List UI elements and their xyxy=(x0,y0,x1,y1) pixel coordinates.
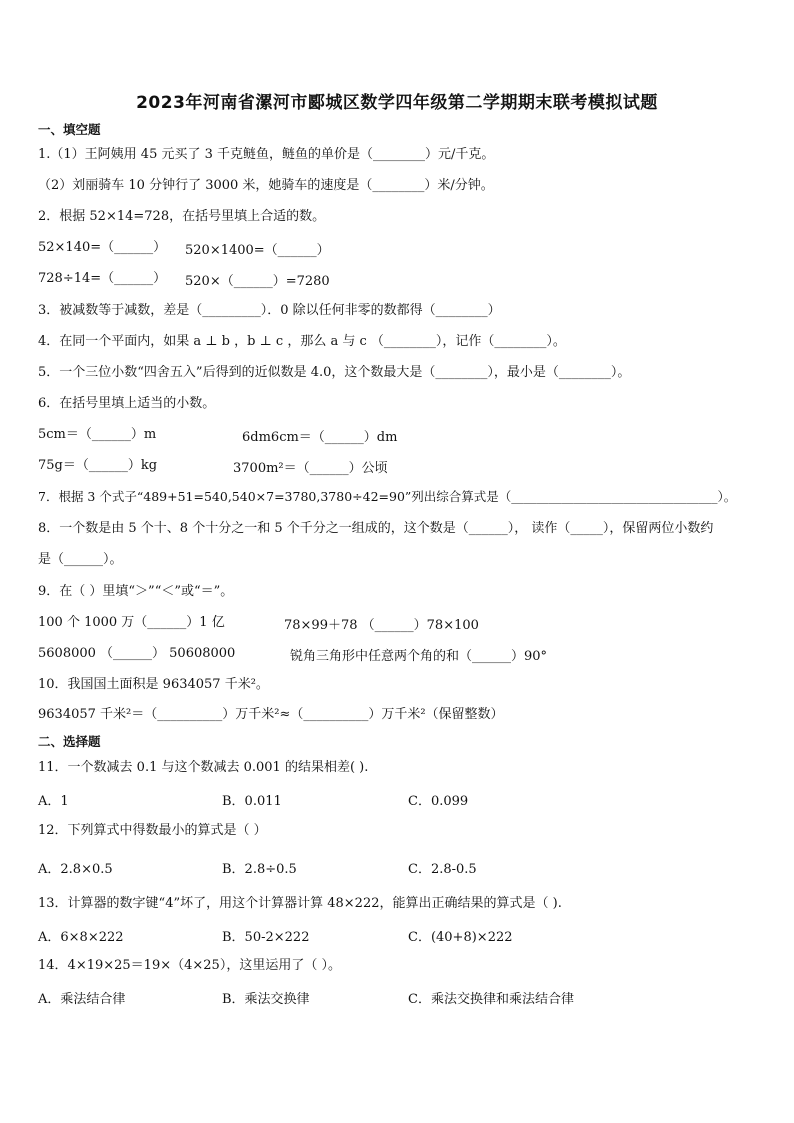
question-11-option-a: A．1 xyxy=(38,794,69,809)
section-multiple-choice: 二、选择题 xyxy=(38,734,101,749)
question-8a: 8．一个数是由 5 个十、8 个十分之一和 5 个千分之一组成的，这个数是（______）， 读作（_____），保留两位小数约 xyxy=(38,521,714,536)
question-12-option-c: C．2.8-0.5 xyxy=(408,862,477,877)
question-8b: 是（______）。 xyxy=(38,552,123,567)
question-9-item-4: 锐角三角形中任意两个角的和（______）90° xyxy=(290,649,548,664)
question-12-option-b: B．2.8÷0.5 xyxy=(222,862,297,877)
question-13: 13．计算器的数字键“4”坏了，用这个计算器计算 48×222，能算出正确结果的算式是（ ). xyxy=(38,896,562,911)
page-title: 2023年河南省漯河市郾城区数学四年级第二学期期末联考模拟试题 xyxy=(136,93,658,113)
question-9-item-1: 100 个 1000 万（______）1 亿 xyxy=(38,615,225,630)
question-7: 7．根据 3 个式子“489+51=540,540×7=3780,3780÷42=90”列出综合算式是（_________________________________）。 xyxy=(38,489,737,504)
question-13-option-c: C．(40+8)×222 xyxy=(408,930,513,945)
question-14-option-a: A．乘法结合律 xyxy=(38,992,126,1007)
question-6-item-4: 3700m²＝（______）公顷 xyxy=(233,461,388,476)
question-9-item-3: 5608000 （______） 50608000 xyxy=(38,646,236,661)
question-9: 9．在（ ）里填“＞”“＜”或“＝”。 xyxy=(38,584,234,599)
question-11-option-c: C．0.099 xyxy=(408,794,469,809)
question-1b: （2）刘丽骑车 10 分钟行了 3000 米，她骑车的速度是（________）米/分钟。 xyxy=(38,178,494,193)
question-6: 6．在括号里填上适当的小数。 xyxy=(38,396,216,411)
question-2-item-1: 52×140=（______） xyxy=(38,240,167,255)
question-2-item-2: 520×1400=（______） xyxy=(185,243,330,258)
question-6-item-3: 75g＝（______）kg xyxy=(38,458,158,473)
question-14: 14．4×19×25＝19×（4×25），这里运用了（ ）。 xyxy=(38,958,341,973)
question-1a: 1.（1）王阿姨用 45 元买了 3 千克鲢鱼，鲢鱼的单价是（________）元/千克。 xyxy=(38,147,495,162)
question-3: 3．被减数等于减数，差是（_________）．0 除以任何非零的数都得（________） xyxy=(38,303,501,318)
question-11-option-b: B．0.011 xyxy=(222,794,282,809)
question-9-item-2: 78×99＋78 （______）78×100 xyxy=(284,618,479,633)
question-2-item-3: 728÷14=（______） xyxy=(38,271,167,286)
question-2: 2．根据 52×14=728，在括号里填上合适的数。 xyxy=(38,209,326,224)
question-2-item-4: 520×（______）=7280 xyxy=(185,274,330,289)
question-6-item-2: 6dm6cm＝（______）dm xyxy=(242,430,398,445)
question-13-option-b: B．50-2×222 xyxy=(222,930,310,945)
section-fill-in: 一、填空题 xyxy=(38,122,101,137)
question-4: 4．在同一个平面内，如果 a ⊥ b ，b ⊥ c ，那么 a 与 c （________），记作（________）。 xyxy=(38,334,566,349)
question-12: 12．下列算式中得数最小的算式是（ ） xyxy=(38,823,267,838)
question-6-item-1: 5cm＝（______）m xyxy=(38,427,157,442)
question-5: 5．一个三位小数“四舍五入”后得到的近似数是 4.0，这个数最大是（________），最小是（________）。 xyxy=(38,365,631,380)
question-12-option-a: A．2.8×0.5 xyxy=(38,862,113,877)
question-13-option-a: A．6×8×222 xyxy=(38,930,124,945)
question-11: 11．一个数减去 0.1 与这个数减去 0.001 的结果相差( ). xyxy=(38,760,369,775)
question-14-option-c: C．乘法交换律和乘法结合律 xyxy=(408,992,574,1007)
question-10b: 9634057 千米²＝（__________）万千米²≈（__________）万千米²（保留整数） xyxy=(38,707,504,722)
question-10: 10．我国国土面积是 9634057 千米²。 xyxy=(38,677,269,692)
question-14-option-b: B．乘法交换律 xyxy=(222,992,310,1007)
